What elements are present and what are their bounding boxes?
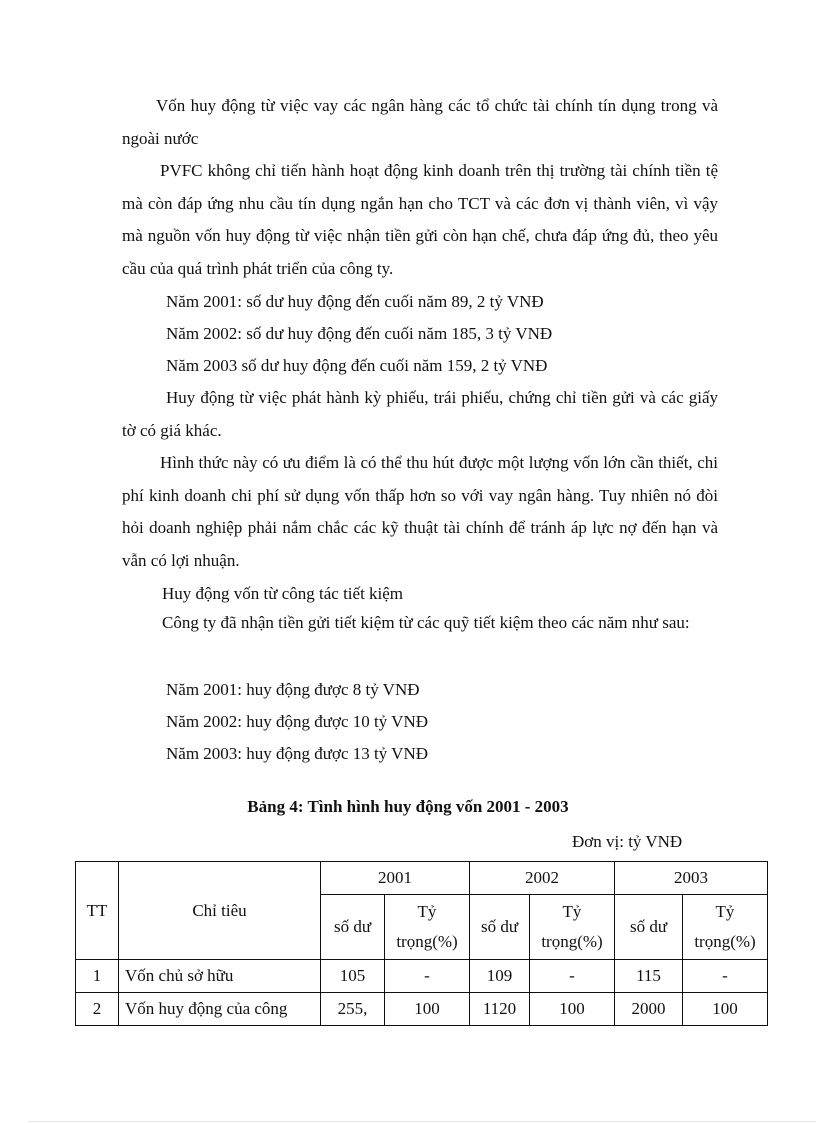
header-so-du: số dư	[321, 895, 385, 960]
paragraph-advantages: Hình thức này có ưu điểm là có thể thu hút được một lượng vốn lớn cần thiết, chi phí kinh doanh chi phí sử dụng vốn thấp hơn so với vay ngân hàng. Tuy nhiên nó đòi hỏi doanh nghiệp phải nắm chắc các kỹ thuật tài chính để tránh áp lực nợ đến hạn và vẫn có lợi nhuận.	[122, 453, 718, 570]
table-title: Bảng 4: Tình hình huy động vốn 2001 - 2003	[247, 797, 569, 816]
header-year-2001: 2001	[321, 862, 470, 895]
header-year-2003: 2003	[615, 862, 768, 895]
line-savings-2003: Năm 2003: huy động được 13 tỷ VNĐ	[166, 744, 429, 763]
page-bottom-divider	[28, 1121, 816, 1122]
cell-percent: -	[385, 960, 470, 993]
cell-value: 2000	[615, 993, 683, 1026]
table-header-row-years	[76, 862, 768, 895]
header-tt: TT	[76, 862, 119, 960]
header-ty-trong: Tỷ trọng(%)	[683, 895, 768, 960]
paragraph-bonds: Huy động từ việc phát hành kỳ phiếu, trái phiếu, chứng chỉ tiền gửi và các giấy tờ có giá khác.	[122, 388, 718, 440]
line-balance-2002: Năm 2002: số dư huy động đến cuối năm 185, 3 tỷ VNĐ	[166, 324, 553, 343]
header-so-du: số dư	[470, 895, 530, 960]
header-ty-trong: Tỷ trọng(%)	[530, 895, 615, 960]
paragraph-bank-loans: Vốn huy động từ việc vay các ngân hàng các tổ chức tài chính tín dụng trong và ngoài nước	[122, 96, 718, 148]
line-balance-2001: Năm 2001: số dư huy động đến cuối năm 89, 2 tỷ VNĐ	[166, 292, 544, 311]
cell-percent: 100	[530, 993, 615, 1026]
paragraph-pvfc: PVFC không chỉ tiến hành hoạt động kinh doanh trên thị trường tài chính tiền tệ mà còn đáp ứng nhu cầu tín dụng ngắn hạn cho TCT và các đơn vị thành viên, vì vậy mà nguồn vốn huy động từ việc nhận tiền gửi còn hạn chế, chưa đáp ứng đủ, theo yêu cầu của quá trình phát triển của công ty.	[122, 161, 718, 278]
cell-name: Vốn chủ sở hữu	[119, 960, 321, 993]
cell-value: 109	[470, 960, 530, 993]
cell-percent: -	[683, 960, 768, 993]
cell-tt: 1	[76, 960, 119, 993]
capital-table	[75, 861, 768, 1026]
paragraph-savings: Công ty đã nhận tiền gửi tiết kiệm từ các quỹ tiết kiệm theo các năm như sau:	[162, 613, 690, 632]
header-ty-trong: Tỷ trọng(%)	[385, 895, 470, 960]
line-balance-2003: Năm 2003 số dư huy động đến cuối năm 159, 2 tỷ VNĐ	[166, 356, 548, 375]
cell-tt: 2	[76, 993, 119, 1026]
line-savings-2002: Năm 2002: huy động được 10 tỷ VNĐ	[166, 712, 429, 731]
cell-value: 105	[321, 960, 385, 993]
cell-percent: 100	[683, 993, 768, 1026]
line-savings-2001: Năm 2001: huy động được 8 tỷ VNĐ	[166, 680, 420, 699]
cell-percent: -	[530, 960, 615, 993]
table-row	[76, 960, 768, 993]
cell-value: 1120	[470, 993, 530, 1026]
cell-percent: 100	[385, 993, 470, 1026]
cell-name: Vốn huy động của công	[119, 993, 321, 1026]
table-unit: Đơn vị: tỷ VNĐ	[572, 832, 683, 851]
cell-value: 115	[615, 960, 683, 993]
line-savings-heading: Huy động vốn từ công tác tiết kiệm	[162, 584, 404, 603]
header-so-du: số dư	[615, 895, 683, 960]
table-row	[76, 993, 768, 1026]
cell-value: 255,	[321, 993, 385, 1026]
header-year-2002: 2002	[470, 862, 615, 895]
header-chi-tieu: Chỉ tiêu	[119, 862, 321, 960]
